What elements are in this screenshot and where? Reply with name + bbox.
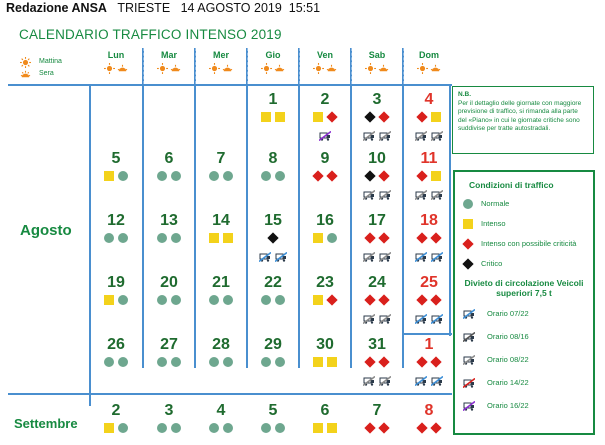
day-condition-marks xyxy=(143,171,195,181)
day-truck-ban-marks xyxy=(403,373,455,383)
evening-sun-icon xyxy=(274,63,285,74)
day-condition-marks xyxy=(403,233,455,243)
intense-critical-icon xyxy=(378,422,389,433)
day-number: 31 xyxy=(368,336,386,353)
day-number: 7 xyxy=(216,150,226,167)
day-number: 10 xyxy=(368,150,386,167)
day-truck-ban-marks xyxy=(403,311,455,321)
day-truck-ban-marks xyxy=(299,128,351,138)
day-condition-marks xyxy=(403,112,455,122)
truck-ban-icon xyxy=(415,311,427,321)
day-number: 3 xyxy=(372,91,382,108)
morning-sun-icon xyxy=(313,63,324,74)
day-number: 29 xyxy=(264,336,282,353)
normal-icon xyxy=(463,199,473,209)
day-number: 24 xyxy=(368,274,386,291)
note-box xyxy=(452,86,594,154)
day-condition-marks xyxy=(195,423,247,433)
day-header-suns xyxy=(403,63,455,74)
intense-icon xyxy=(313,112,323,122)
morning-sun-icon xyxy=(20,57,31,68)
grid-header-divider xyxy=(403,48,404,84)
day-condition-marks xyxy=(403,295,455,305)
ban-item xyxy=(463,377,593,388)
intense-icon xyxy=(209,233,219,243)
day-number: 2 xyxy=(111,402,121,419)
day-condition-marks xyxy=(299,295,351,305)
day-header-label: Dom xyxy=(419,50,439,60)
day-number: 9 xyxy=(320,150,330,167)
ban-list xyxy=(455,308,593,411)
normal-icon xyxy=(209,171,219,181)
normal-icon xyxy=(261,171,271,181)
ban-title: Divieto di circolazione Veicoli superiori 7,5 t xyxy=(464,278,584,298)
day-header-label: Mer xyxy=(212,50,229,60)
intense-critical-icon xyxy=(364,232,375,243)
intense-icon xyxy=(275,112,285,122)
grid-header-divider xyxy=(143,48,144,84)
grid-hline-week xyxy=(403,333,452,335)
intense-icon xyxy=(431,171,441,181)
day-header-sab xyxy=(351,50,403,74)
news-source: Redazione ANSA xyxy=(6,1,107,15)
truck-ban-icon xyxy=(379,311,391,321)
normal-icon xyxy=(223,423,233,433)
day-condition-marks xyxy=(247,423,299,433)
critical-icon xyxy=(364,111,375,122)
normal-icon xyxy=(275,357,285,367)
normal-icon xyxy=(118,423,128,433)
day-number: 28 xyxy=(212,336,230,353)
grid-vline xyxy=(194,48,196,368)
day-condition-marks xyxy=(90,423,142,433)
truck-ban-icon xyxy=(363,249,375,259)
normal-icon xyxy=(223,295,233,305)
day-truck-ban-marks xyxy=(403,249,455,259)
note-title: N.B. xyxy=(458,91,471,98)
morning-label: Mattina xyxy=(39,58,62,65)
day-header-mer xyxy=(195,50,247,74)
day-number: 23 xyxy=(316,274,334,291)
day-number: 19 xyxy=(107,274,125,291)
truck-ban-icon xyxy=(463,378,475,388)
normal-icon xyxy=(275,423,285,433)
day-condition-marks xyxy=(351,233,403,243)
news-date: 14 AGOSTO 2019 xyxy=(180,1,282,15)
day-header-suns xyxy=(247,63,299,74)
intense-icon xyxy=(313,357,323,367)
normal-icon xyxy=(104,233,114,243)
truck-ban-icon xyxy=(415,373,427,383)
day-condition-marks xyxy=(403,423,455,433)
grid-header-divider xyxy=(247,48,248,84)
grid-header-divider xyxy=(195,48,196,84)
day-header-label: Sab xyxy=(368,50,386,60)
truck-ban-icon xyxy=(319,128,331,138)
conditions-title: Condizioni di traffico xyxy=(469,180,554,190)
day-condition-marks xyxy=(351,295,403,305)
day-number: 14 xyxy=(212,212,230,229)
intense-label: Intenso xyxy=(481,219,506,228)
intense-icon xyxy=(431,112,441,122)
intense-icon xyxy=(313,295,323,305)
intense-critical-icon xyxy=(430,294,441,305)
intense-critical-icon xyxy=(326,111,337,122)
ban-item-label: Orario 16/22 xyxy=(487,401,529,410)
day-number: 6 xyxy=(164,150,174,167)
intense-icon xyxy=(327,357,337,367)
intense-critical-icon xyxy=(364,294,375,305)
day-condition-marks xyxy=(90,233,142,243)
day-header-dom xyxy=(403,50,455,74)
intense-icon xyxy=(313,423,323,433)
day-header-label: Mar xyxy=(160,50,177,60)
intense-critical-icon xyxy=(430,422,441,433)
day-condition-marks xyxy=(351,423,403,433)
evening-sun-icon xyxy=(117,63,128,74)
day-condition-marks xyxy=(247,295,299,305)
day-number: 2 xyxy=(320,91,330,108)
normal-icon xyxy=(261,357,271,367)
critical-icon xyxy=(364,170,375,181)
intense-critical-icon xyxy=(416,232,427,243)
day-condition-marks xyxy=(143,357,195,367)
day-condition-marks xyxy=(403,171,455,181)
day-condition-marks xyxy=(247,171,299,181)
normal-icon xyxy=(327,233,337,243)
day-number: 15 xyxy=(264,212,282,229)
day-number: 21 xyxy=(212,274,230,291)
day-number: 22 xyxy=(264,274,282,291)
truck-ban-icon xyxy=(259,249,271,259)
day-condition-marks xyxy=(403,357,455,367)
truck-ban-icon xyxy=(415,187,427,197)
day-number: 8 xyxy=(424,402,434,419)
intense-critical-icon xyxy=(416,422,427,433)
grid-vline xyxy=(142,48,144,368)
intense-critical-icon xyxy=(378,111,389,122)
evening-label: Sera xyxy=(39,70,54,77)
truck-ban-icon xyxy=(463,332,475,342)
day-condition-marks xyxy=(90,295,142,305)
normal-icon xyxy=(157,295,167,305)
day-number: 25 xyxy=(420,274,438,291)
day-number: 20 xyxy=(160,274,178,291)
truck-ban-icon xyxy=(379,128,391,138)
truck-ban-icon xyxy=(363,373,375,383)
day-truck-ban-marks xyxy=(351,249,403,259)
truck-ban-icon xyxy=(463,401,475,411)
intense-critical-icon xyxy=(364,422,375,433)
truck-ban-icon xyxy=(415,128,427,138)
day-condition-marks xyxy=(299,233,351,243)
day-condition-marks xyxy=(299,357,351,367)
day-number: 7 xyxy=(372,402,382,419)
normal-icon xyxy=(157,357,167,367)
day-number: 17 xyxy=(368,212,386,229)
intense-critical-label: Intenso con possibile criticità xyxy=(481,239,577,248)
ban-item-label: Orario 08/16 xyxy=(487,332,529,341)
intense-icon xyxy=(261,112,271,122)
day-condition-marks xyxy=(143,233,195,243)
news-time: 15:51 xyxy=(288,1,321,15)
intense-critical-icon xyxy=(462,238,473,249)
day-condition-marks xyxy=(299,171,351,181)
news-header xyxy=(6,1,320,15)
intense-critical-icon xyxy=(378,356,389,367)
day-truck-ban-marks xyxy=(403,187,455,197)
truck-ban-icon xyxy=(379,373,391,383)
day-truck-ban-marks xyxy=(247,249,299,259)
intense-icon xyxy=(104,295,114,305)
intense-critical-icon xyxy=(416,294,427,305)
day-header-suns xyxy=(299,63,351,74)
day-condition-marks xyxy=(299,112,351,122)
critical-icon xyxy=(462,258,473,269)
day-condition-marks xyxy=(143,295,195,305)
intense-critical-icon xyxy=(378,232,389,243)
day-number: 4 xyxy=(424,91,434,108)
morning-sun-icon xyxy=(157,63,168,74)
day-condition-marks xyxy=(351,357,403,367)
day-header-mar xyxy=(143,50,195,74)
calendar-title: CALENDARIO TRAFFICO INTENSO 2019 xyxy=(19,27,282,42)
critical-icon xyxy=(267,232,278,243)
truck-ban-icon xyxy=(431,311,443,321)
truck-ban-icon xyxy=(415,249,427,259)
day-number: 8 xyxy=(268,150,278,167)
day-number: 16 xyxy=(316,212,334,229)
truck-ban-icon xyxy=(379,187,391,197)
normal-icon xyxy=(171,357,181,367)
truck-ban-icon xyxy=(363,128,375,138)
normal-icon xyxy=(118,295,128,305)
day-number: 1 xyxy=(424,336,434,353)
day-truck-ban-marks xyxy=(351,311,403,321)
truck-ban-icon xyxy=(363,311,375,321)
day-condition-marks xyxy=(247,357,299,367)
normal-icon xyxy=(275,171,285,181)
truck-ban-icon xyxy=(275,249,287,259)
day-condition-marks xyxy=(90,357,142,367)
normal-icon xyxy=(157,233,167,243)
morning-sun-icon xyxy=(365,63,376,74)
truck-ban-icon xyxy=(431,373,443,383)
day-header-suns xyxy=(195,63,247,74)
normal-icon xyxy=(275,295,285,305)
ban-item xyxy=(463,308,593,319)
day-header-label: Gio xyxy=(265,50,281,60)
sun-legend xyxy=(20,56,62,80)
day-header-label: Lun xyxy=(107,50,125,60)
ban-item-label: Orario 14/22 xyxy=(487,378,529,387)
evening-sun-icon xyxy=(430,63,441,74)
month-september: Settembre xyxy=(14,416,78,431)
normal-icon xyxy=(209,423,219,433)
critical-label: Critico xyxy=(481,259,503,268)
day-number: 3 xyxy=(164,402,174,419)
morning-sun-icon xyxy=(104,63,115,74)
day-number: 11 xyxy=(420,150,438,167)
intense-icon xyxy=(104,171,114,181)
day-truck-ban-marks xyxy=(351,187,403,197)
day-header-suns xyxy=(143,63,195,74)
intense-critical-icon xyxy=(364,356,375,367)
morning-sun-icon xyxy=(209,63,220,74)
day-header-lun xyxy=(90,50,142,74)
day-condition-marks xyxy=(195,233,247,243)
day-condition-marks xyxy=(247,112,299,122)
ban-item xyxy=(463,331,593,342)
intense-critical-icon xyxy=(326,294,337,305)
day-number: 30 xyxy=(316,336,334,353)
day-truck-ban-marks xyxy=(403,128,455,138)
evening-sun-icon xyxy=(326,63,337,74)
grid-header-divider xyxy=(299,48,300,84)
day-number: 4 xyxy=(216,402,226,419)
day-header-label: Ven xyxy=(316,50,333,60)
intense-critical-icon xyxy=(326,170,337,181)
normal-icon xyxy=(209,295,219,305)
morning-sun-icon xyxy=(417,63,428,74)
truck-ban-icon xyxy=(463,309,475,319)
truck-ban-icon xyxy=(463,355,475,365)
evening-sun-icon xyxy=(378,63,389,74)
day-header-gio xyxy=(247,50,299,74)
day-header-suns xyxy=(90,63,142,74)
day-condition-marks xyxy=(299,423,351,433)
day-condition-marks xyxy=(195,357,247,367)
evening-sun-icon xyxy=(222,63,233,74)
normal-icon xyxy=(157,423,167,433)
news-place: TRIESTE xyxy=(117,1,171,15)
day-number: 27 xyxy=(160,336,178,353)
ban-item xyxy=(463,354,593,365)
ban-item-label: Orario 08/22 xyxy=(487,355,529,364)
truck-ban-icon xyxy=(431,187,443,197)
normal-icon xyxy=(118,233,128,243)
day-number: 5 xyxy=(111,150,121,167)
normal-icon xyxy=(171,171,181,181)
normal-icon xyxy=(261,423,271,433)
day-condition-marks xyxy=(90,171,142,181)
day-condition-marks xyxy=(351,171,403,181)
evening-sun-icon xyxy=(170,63,181,74)
normal-icon xyxy=(261,295,271,305)
day-number: 13 xyxy=(160,212,178,229)
intense-critical-icon xyxy=(430,232,441,243)
note-text: Per il dettaglio delle giornate con maggiore previsione di traffico, si rimanda alla parte del «Piano» in cui le giornate critiche sono suddivise per tratte autostradali. xyxy=(458,99,582,132)
day-header-suns xyxy=(351,63,403,74)
day-condition-marks xyxy=(195,295,247,305)
day-condition-marks xyxy=(143,423,195,433)
normal-icon xyxy=(223,357,233,367)
day-condition-marks xyxy=(247,233,299,243)
day-header-ven xyxy=(299,50,351,74)
day-condition-marks xyxy=(351,112,403,122)
intense-icon xyxy=(463,219,473,229)
normal-icon xyxy=(157,171,167,181)
day-number: 26 xyxy=(107,336,125,353)
normal-icon xyxy=(118,171,128,181)
truck-ban-icon xyxy=(379,249,391,259)
grid-header-divider xyxy=(351,48,352,84)
truck-ban-icon xyxy=(431,128,443,138)
day-condition-marks xyxy=(195,171,247,181)
intense-icon xyxy=(104,423,114,433)
truck-ban-icon xyxy=(363,187,375,197)
traffic-legend xyxy=(453,170,595,435)
normal-icon xyxy=(209,357,219,367)
normal-label: Normale xyxy=(481,199,510,208)
day-number: 12 xyxy=(107,212,125,229)
normal-icon xyxy=(104,357,114,367)
normal-icon xyxy=(171,423,181,433)
intense-critical-icon xyxy=(378,170,389,181)
day-number: 18 xyxy=(420,212,438,229)
day-number: 1 xyxy=(268,91,278,108)
ban-item xyxy=(463,400,593,411)
ban-item-label: Orario 07/22 xyxy=(487,309,529,318)
day-number: 6 xyxy=(320,402,330,419)
normal-icon xyxy=(171,233,181,243)
day-truck-ban-marks xyxy=(351,128,403,138)
normal-icon xyxy=(171,295,181,305)
intense-icon xyxy=(223,233,233,243)
grid-hline-top xyxy=(8,84,452,86)
intense-critical-icon xyxy=(312,170,323,181)
normal-icon xyxy=(223,171,233,181)
day-truck-ban-marks xyxy=(351,373,403,383)
intense-critical-icon xyxy=(430,356,441,367)
evening-sun-icon xyxy=(20,69,31,80)
normal-icon xyxy=(118,357,128,367)
intense-critical-icon xyxy=(416,111,427,122)
month-august: Agosto xyxy=(20,222,72,239)
intense-icon xyxy=(327,423,337,433)
truck-ban-icon xyxy=(431,249,443,259)
intense-critical-icon xyxy=(416,356,427,367)
intense-critical-icon xyxy=(378,294,389,305)
intense-critical-icon xyxy=(416,170,427,181)
morning-sun-icon xyxy=(261,63,272,74)
grid-hline-month xyxy=(8,393,452,395)
intense-icon xyxy=(313,233,323,243)
day-number: 5 xyxy=(268,402,278,419)
